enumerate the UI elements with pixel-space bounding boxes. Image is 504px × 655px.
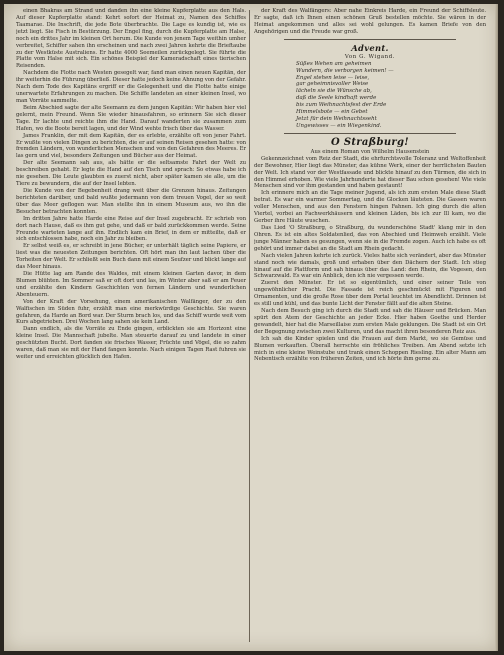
poem-line: Himmelsbote — ein Gebet bbox=[296, 109, 368, 116]
article-text bbox=[254, 156, 486, 364]
poem-line: lächeln sie die Wünsche ab, bbox=[296, 88, 372, 95]
paragraph: Ich erinnere mich an die Tage meiner Jugend, als ich zum ersten Male diese Stadt betrat. Es war ein warmer Sommertag, und die Glocken läuteten. Die Gassen waren voller Menschen, und aus den Fenstern hingen Fahnen. Ich ging durch die alten Viertel, vorbei an Fachwerkhäusern und kleinen Läden, bis ich zur Ill kam, wo die Gerber ihre Häute wuschen. bbox=[254, 190, 486, 225]
paragraph: Zuerst den Münster. Er ist so eigentümlich, und einer seiner Teile von ungewöhnlicher Pracht. Die Fassade ist reich geschmückt mit Figuren und Ornamenten, und die große Rose über dem Portal leuchtet im Abendlicht. Drinnen ist es still und kühl, und das bunte Licht der Fenster fällt auf die alten Steine. bbox=[254, 280, 486, 308]
paragraph: Nachdem die Flotte nach Westen gesegelt war, fand man einen neuen Kapitän, der ihr weiterhin die Führung überließ. Dieser hatte jedoch keine Ahnung von der Gefahr. Nach dem Tode des Kapitäns ergriff er die Gelegenheit und die Flotte hatte einige unerwartete Erfahrungen zu machen. Die Schiffe landeten an einer kleinen Insel, wo man Vorräte sammelte. bbox=[16, 70, 246, 104]
poem-line: gar geheimnisvoller Weise bbox=[296, 81, 369, 88]
poem-line: Süßes Wehen am geheimen bbox=[296, 60, 372, 67]
newspaper-page bbox=[4, 4, 498, 651]
separator-rule bbox=[284, 39, 456, 40]
paragraph: Nach vielen Jahren kehrte ich zurück. Vieles hatte sich verändert, aber das Münster stand noch wie damals, groß und erhaben über den Dächern der Stadt. Ich stieg hinauf auf die Plattform und sah hinaus über das Land: den Rhein, die Vogesen, den Schwarzwald. Es war ein Anblick, den ich nie vergessen werde. bbox=[254, 252, 486, 280]
poem-line: Engel stehen leise — leise, bbox=[296, 74, 370, 81]
column-divider bbox=[249, 10, 250, 642]
separator-rule bbox=[284, 133, 456, 134]
left-column-text bbox=[16, 8, 246, 361]
left-column bbox=[16, 8, 246, 646]
paragraph: Im dritten Jahre hatte Harde eine Reise auf der Insel zugebracht. Er schrieb von dort nach Hause, daß es ihm gut gehe, und daß er bald zurückkommen werde. Seine Freunde warteten lange auf ihn. Endlich kam ein Brief, in dem er mitteilte, daß er sich entschlossen habe, noch ein Jahr zu bleiben. bbox=[16, 215, 246, 243]
poem-line: bis zum Weihnachtsfest der Erde bbox=[296, 102, 387, 109]
paragraph: Er selbst weiß es, er schreibt in jene Bücher, er unterhält täglich seine Papiere, er liest was die neuesten Zeitungen berichten. Oft hört man ihn laut lachen über die Torheiten der Welt. Er schließt sein Buch dann mit einem Seufzer und blickt lange auf das Meer hinaus. bbox=[16, 243, 246, 271]
poem-body bbox=[296, 61, 486, 130]
poem-line: daß die Seele kindhaft werde bbox=[296, 95, 377, 102]
paragraph: Von der Kraft der Vorsehung, einem amerikanischen Walfänger, der zu den Walfischen im Süden fuhr, erzählt man eine merkwürdige Geschichte. Sie waren gefahren, da Harde an Bord war. Der Sturm brach los, und das Schiff wurde weit vom Kurs abgetrieben. Drei Wochen lang sahen sie kein Land. bbox=[16, 298, 246, 326]
paragraph: Die Kunde von der Begebenheit drang weit über die Grenzen hinaus. Zeitungen berichteten darüber, und bald wußte jedermann von dem treuen Vogel, der so weit über das Meer geflogen war. Man stellte ihn in einem Museum aus, wo ihn die Besucher betrachten konnten. bbox=[16, 187, 246, 215]
poem-title: Advent. bbox=[351, 42, 389, 53]
intro-paragraph: der Kraft des Walfängers: Aber nahe Einkreis Harde, ein Freund der Schiffsleute. Er sagte, daß ich Ihnen einen schönen Gruß bestellen möchte. Sie wären in der Heimat angekommen und alles sei wohl gelungen. Es kamen Briefe von den Angehörigen und die Freude war groß. bbox=[254, 8, 486, 35]
article-title: O Straßburg! bbox=[331, 136, 409, 148]
poem-line: Wundern, die verborgen keimen! — bbox=[296, 67, 394, 74]
poem-block bbox=[254, 43, 486, 130]
paragraph: James Franklin, der mit dem Kapitän, der es erlebte, erzählte oft von jener Fahrt. Er wußte von vielen Dingen zu berichten, die er auf seinen Reisen gesehen hatte: von fremden Ländern, von wunderlichen Menschen und von den Gefahren des Meeres. Er las gern und viel, besonders Zeitungen und Bücher aus der Heimat. bbox=[16, 132, 246, 160]
paragraph: Ich sah die Kinder spielen und die Frauen auf dem Markt, wo sie Gemüse und Blumen verkauften. Überall herrschte ein fröhliches Treiben. Am Abend setzte ich mich in eine kleine Weinstube und trank einen Schoppen Riesling. Ein alter Mann am Nebentisch erzählte von früheren Zeiten, und ich hörte ihm gerne zu. bbox=[254, 335, 486, 363]
paragraph: Gekennzeichnet vom Reiz der Stadt, die ehrfurchtsvolle Toleranz und Weltoffenheit der Bewohner, Hier liegt das Münster, das kühne Werk, einer der herrlichsten Bauten der Welt. Ich stand vor der Westfassade und blickte hinauf zu den Türmen, die sich in den Himmel erhoben. Wie viele Jahrhunderte hat dieser Bau schon gesehen! Wie viele Menschen sind vor ihm gestanden und haben gestaunt! bbox=[254, 155, 486, 190]
poem-line: Jetzt für dein Weihnachtsseht bbox=[296, 115, 377, 122]
paragraph: Das Lied 'O Straßburg, o Straßburg, du wunderschöne Stadt' klang mir in den Ohren. Es ist ein altes Soldatenlied, das von Abschied und Heimweh erzählt. Viele junge Männer haben es gesungen, wenn sie in die Fremde zogen. Auch ich habe es oft gehört und immer dabei an die Stadt am Rhein gedacht. bbox=[254, 224, 486, 252]
article-byline: Aus einem Roman von Wilhelm Hausenstein bbox=[310, 148, 430, 155]
article-block bbox=[254, 137, 486, 364]
paragraph: Nach dem Besuch ging ich durch die Stadt und sah die Häuser und Brücken. Man spürt den Atem der Geschichte an jeder Ecke. Hier haben Goethe und Herder gewandelt, hier hat die Marseillaise zum ersten Male geklungen. Die Stadt ist ein Ort der Begegnung zwischen zwei Kulturen, und das macht ihren besonderen Reiz aus. bbox=[254, 308, 486, 335]
paragraph: Die Hütte lag am Rande des Waldes, mit einem kleinen Garten davor, in dem Blumen blühten. Im Sommer saß er oft dort und las, im Winter aber saß er am Feuer und erzählte den Kindern Geschichten von fernen Ländern und wunderlichen Abenteuern. bbox=[16, 271, 246, 298]
poem-line: Ungewisses — ein Wiegenkind. bbox=[296, 122, 382, 129]
paragraph: Beim Abschied sagte der alte Seemann zu dem jungen Kapitän: Wir haben hier viel gelernt, mein Freund. Wenn Sie wieder hinausfahren, so erinnern Sie sich dieser Tage. Er lachte und reichte ihm die Hand. Darauf wanderten sie zusammen zum Hafen, wo die Boote bereit lagen, und der Wind wehte frisch über das Wasser. bbox=[16, 104, 246, 132]
page-edge bbox=[495, 4, 498, 651]
paragraph: einen Bhakras am Strand und danden ihn eine kleine Kupferplatte aus den Hals. Auf dieser Kupferplatte stand: Kehrt sofort der Heimat zu, Namen des Schiffes Taamarae. Die Inschrift, die jede Bote überbrachte. Die Lage es kundig ist, wie es jetzt liegt. Sie Fisch in Bestürzung. Der Engel fing, durch die Kupferplatte am Halse, noch ein drittes Jahr im kleinen Ort herum. Die Kunde von jenem Tage weithin umher verbreitet, Schiffer sahen ihn erscheinen und nach zwei Jahren kehrte die Brieftaube zu der Westküste Australiens. Er hatte 4000 Seemeilen zurückgelegt. Sie führte die Platte vom Halse mit sich. Ein schönes Beispiel der Kameradschaft eines tierischen Reisenden. bbox=[16, 8, 246, 70]
poem-author: Von G. Wigand. bbox=[344, 53, 396, 60]
paragraph: Der alte Seemann sah aus, als hätte er die seltsamste Fahrt der Welt zu beschreiben gehabt. Er legte die Hand auf den Tisch und sprach: So etwas habe ich nie gesehen. Die Leute glaubten es zuerst nicht, aber später kamen sie alle, um die Tiere zu bewundern, die auf der Insel lebten. bbox=[16, 160, 246, 188]
paragraph: Dann endlich, als die Vorräte zu Ende gingen, erblickten sie am Horizont eine kleine Insel. Die Mannschaft jubelte. Man steuerte darauf zu und landete in einer geschützten Bucht. Dort fanden sie frisches Wasser, Früchte und Vögel, die so zahm waren, daß man sie mit der Hand fangen konnte. Nach einigen Tagen Rast fuhren sie weiter und erreichten glücklich den Hafen. bbox=[16, 326, 246, 361]
right-column bbox=[254, 8, 486, 646]
